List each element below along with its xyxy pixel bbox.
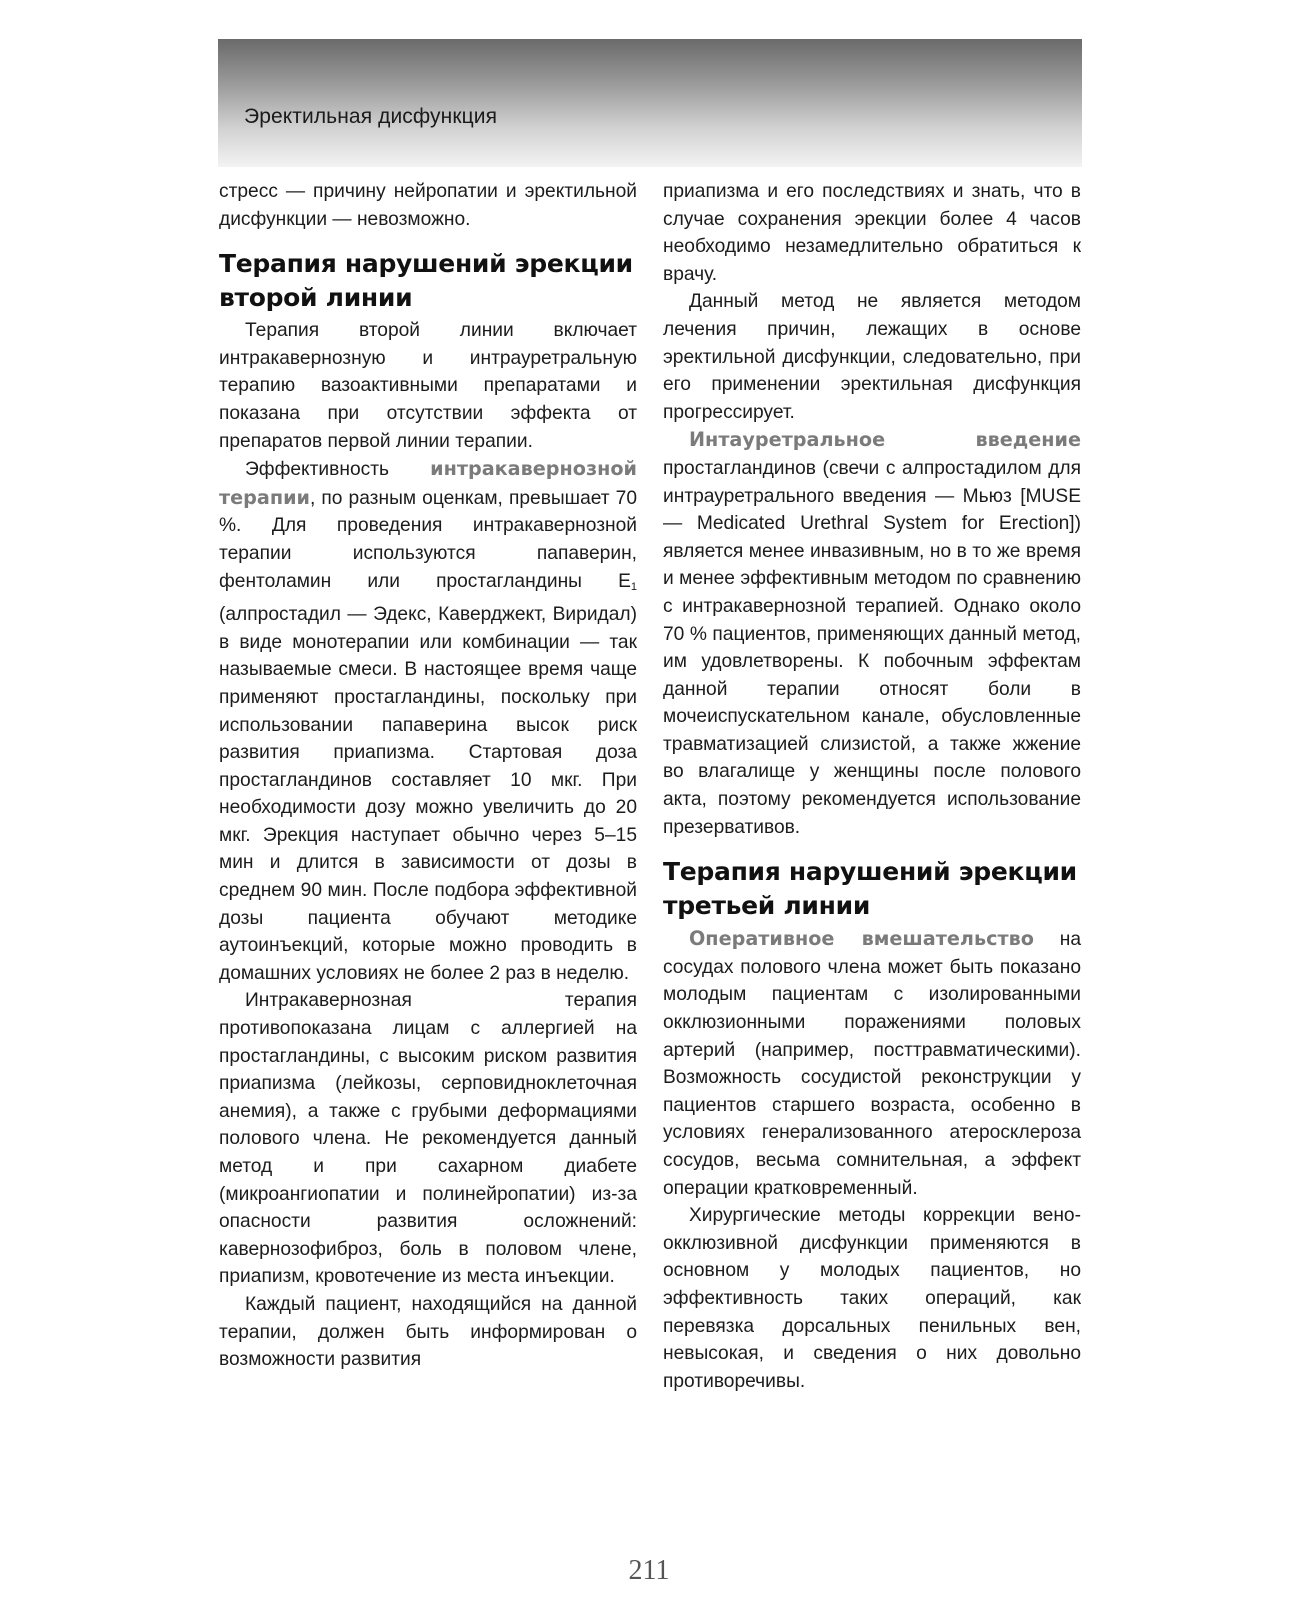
paragraph-text: Эффективность xyxy=(245,459,431,481)
section-heading: Терапия нарушений эрекции второй линии xyxy=(219,249,633,313)
right-column xyxy=(663,178,1081,1395)
paragraph-text: (алпростадил — Эдекс, Каверджект, Виридал) в виде монотерапии или комбинации — так называемые смеси. В настоящее время чаще применяют простагландины, поскольку при использовании папаверина высок риск развития приапизма. Стартовая доза простагландинов составляет 10 мкг. При необходимости дозу можно увеличить до 20 мкг. Эрекция наступает обычно через 5–15 мин и длится в зависимости от дозы в среднем 90 мин. После подбора эффективной дозы пациента обучают методике аутоинъекций, которые можно проводить в домашних условиях не более 2 раз в неделю. xyxy=(219,604,637,984)
left-column xyxy=(219,178,637,1374)
paragraph xyxy=(663,426,1081,841)
page-number: 211 xyxy=(628,1555,670,1586)
paragraph-text: на сосудах полового члена может быть показано молодым пациентам с изолированными окклюзионными поражениями половых артерий (например, посттравматическими). Возможность сосудистой реконструкции у пациентов старшего возраста, особенно в условиях генерализованного атеросклероза сосудов, весьма сомнительная, а эффект операции кратковременный. xyxy=(663,929,1081,1199)
highlighted-term: Оперативное вмешательство xyxy=(689,927,1034,951)
paragraph xyxy=(663,925,1081,1202)
subscript: 1 xyxy=(630,580,637,593)
paragraph xyxy=(219,455,637,987)
paragraph-text: простагландинов (свечи с алпростадилом для интрауретрального введения — Мьюз [MUSE — Medicated Urethral System for Erection]) является менее инвазивным, но в то же время и менее эффективным методом по сравнению с интракавернозной терапией. Однако около 70 % пациентов, применяющих данный метод, им удовлетворены. К побочным эффектам данной терапии относят боли в мочеиспускательном канале, обусловленные травматизацией слизистой, а также жжение во влагалище у женщины после полового акта, поэтому рекомендуется использование презервативов. xyxy=(663,457,1081,838)
running-header xyxy=(218,39,1082,167)
paragraph: Терапия второй линии включает интракавернозную и интрауретральную терапию вазоактивными препаратами и показана при отсутствии эффекта от препаратов первой линии терапии. xyxy=(219,320,637,452)
paragraph: Каждый пациент, находящийся на данной терапии, должен быть информирован о возможности развития xyxy=(219,1293,637,1371)
paragraph: Хирургические методы коррекции вено-окклюзивной дисфункции применяются в основном у молодых пациентов, но эффективность таких операций, как перевязка дорсальных пенильных вен, невысокая, и сведения о них довольно противоречивы. xyxy=(663,1205,1081,1392)
section-heading: Терапия нарушений эрекции третьей линии xyxy=(663,857,1077,921)
paragraph-text: , по разным оценкам, превышает 70 %. Для проведения интракавернозной терапии используются папаверин, фентоламин или простагландины E xyxy=(219,487,637,592)
paragraph: Данный метод не является методом лечения причин, лежащих в основе эректильной дисфункции, следовательно, при его применении эректильная дисфункция прогрессирует. xyxy=(663,291,1081,423)
highlighted-term: интракавернозной терапии xyxy=(219,457,637,509)
paragraph: приапизма и его последствиях и знать, что в случае сохранения эрекции более 4 часов необходимо незамедлительно обратиться к врачу. xyxy=(663,181,1081,285)
paragraph: Интракавернозная терапия противопоказана лицам с аллергией на простагландины, с высоким риском развития приапизма (лейкозы, серповидноклеточная анемия), а также с грубыми деформациями полового члена. Не рекомендуется данный метод и при сахарном диабете (микроангиопатии и полинейропатии) из-за опасности развития осложнений: кавернозофиброз, боль в половом члене, приапизм, кровотечение из места инъекции. xyxy=(219,990,637,1288)
highlighted-term: Интауретральное введение xyxy=(689,428,1081,452)
paragraph: стресс — причину нейропатии и эректильной дисфункции — невозможно. xyxy=(219,181,637,230)
running-header-title: Эректильная дисфункция xyxy=(244,105,498,128)
